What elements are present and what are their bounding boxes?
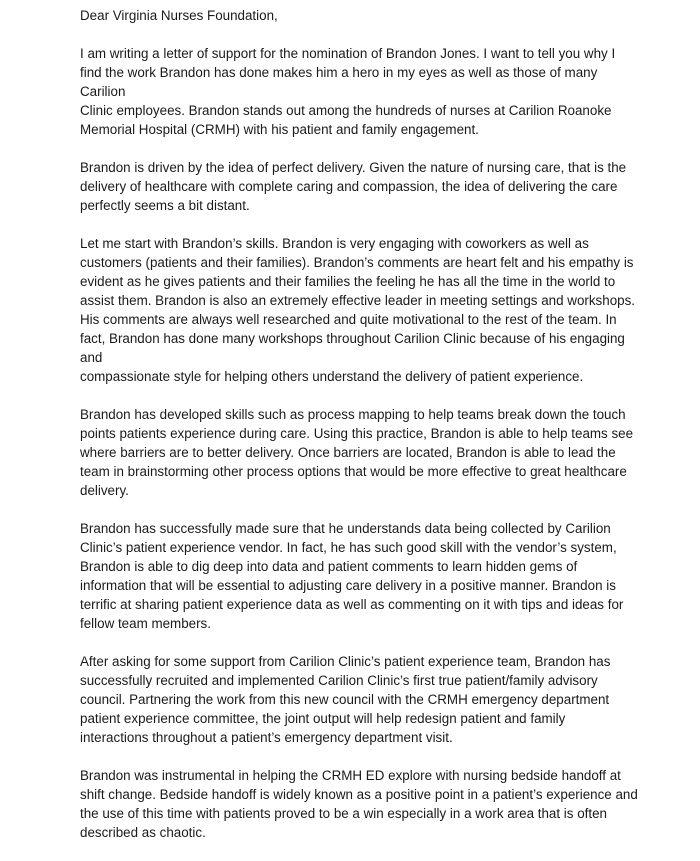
- letter-body: [80, 6, 640, 861]
- paragraph-advisory-council: After asking for some support from Carilion Clinic’s patient experience team, Brandon has successfully recruited and implemented Carilion Clinic’s first true patient/family advisory council. Partnering the work from this new council with the CRMH emergency department patient experience committee, the joint output will help redesign patient and family interactions throughout a patient’s emergency department visit.: [80, 654, 611, 745]
- salutation: Dear Virginia Nurses Foundation,: [80, 8, 278, 23]
- paragraph-process-mapping: Brandon has developed skills such as process mapping to help teams break down the touch points patients experience during care. Using this practice, Brandon is able to help teams see where barriers are to better delivery. Once barriers are located, Brandon is able to lead the team in brainstorming other process options that would be more effective to great healthcare delivery.: [80, 407, 634, 498]
- paragraph-nomination-intro: I am writing a letter of support for the nomination of Brandon Jones. I want to tell you why I find the work Brandon has done makes him a hero in my eyes as well as those of many Carilion Clinic employees. Brandon stands out among the hundreds of nurses at Carilion Roanoke Memorial Hospital (CRMH) with his patient and family engagement.: [80, 46, 616, 137]
- paragraph-bedside-handoff: Brandon was instrumental in helping the CRMH ED explore with nursing bedside handoff at shift change. Bedside handoff is widely known as a positive point in a patient’s experience and the use of this time with patients proved to be a win especially in a work area that is often described as chaotic.: [80, 768, 638, 840]
- paragraph-patient-data: Brandon has successfully made sure that he understands data being collected by Carilion Clinic’s patient experience vendor. In fact, he has such good skill with the vendor’s system, Brandon is able to dig deep into data and patient comments to learn hidden gems of information that will be essential to adjusting care delivery in a positive manner. Brandon is terrific at sharing patient experience data as well as commenting on it with tips and ideas for fellow team members.: [80, 521, 624, 631]
- paragraph-perfect-delivery: Brandon is driven by the idea of perfect delivery. Given the nature of nursing care, that is the delivery of healthcare with complete caring and compassion, the idea of delivering the care perfectly seems a bit distant.: [80, 160, 627, 213]
- paragraph-skills: Let me start with Brandon’s skills. Brandon is very engaging with coworkers as well as customers (patients and their families). Brandon’s comments are heart felt and his empathy is evident as he gives patients and their families the feeling he has all the time in the world to assist them. Brandon is also an extremely effective leader in meeting settings and workshops. His comments are always well researched and quite motivational to the rest of the team. In fact, Brandon has done many workshops throughout Carilion Clinic because of his engaging and compassionate style for helping others understand the delivery of patient experience.: [80, 236, 636, 384]
